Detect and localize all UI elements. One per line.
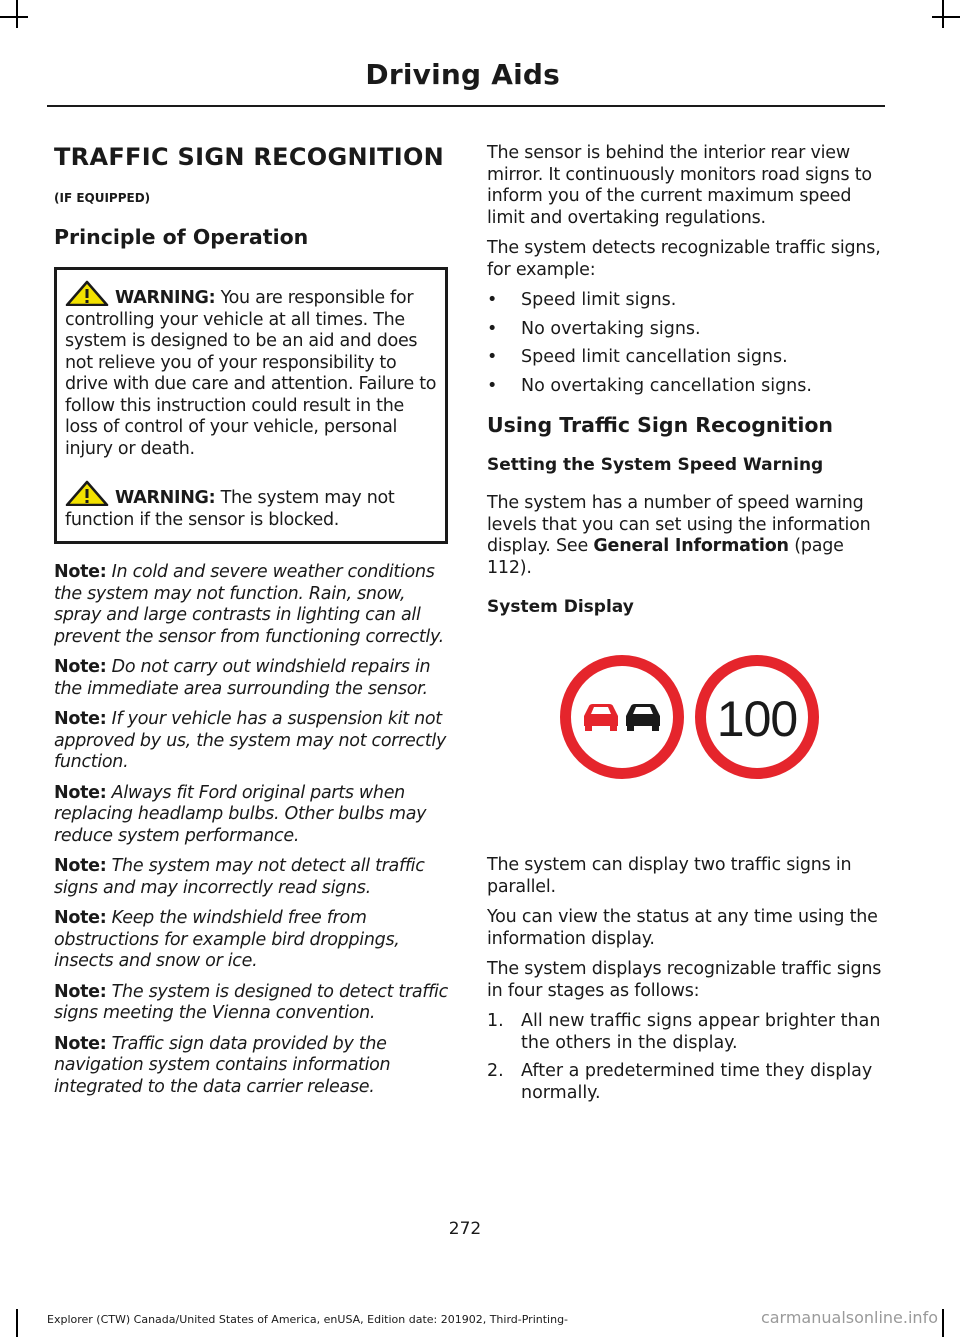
list-item: • No overtaking cancellation signs.	[487, 376, 883, 398]
list-item: • Speed limit cancellation signs.	[487, 347, 883, 369]
page-title: TRAFFIC SIGN RECOGNITION	[54, 143, 445, 171]
note-label: Note:	[54, 782, 107, 803]
setting-heading: Setting the System Speed Warning	[487, 455, 824, 475]
note-label: Note:	[54, 908, 107, 928]
step-text: After a predetermined time they display normally.	[521, 1061, 873, 1103]
footer-edition-info: Explorer (CTW) Canada/United States of America, enUSA, Edition date: 201902, Third-Printing-	[47, 1313, 569, 1326]
list-item	[487, 1011, 883, 1054]
warning-1	[65, 280, 437, 460]
note	[54, 783, 448, 848]
note-text: If your vehicle has a suspension kit not approved by us, the system may not correctly function.	[54, 709, 447, 772]
system-display-heading: System Display	[487, 597, 634, 617]
right-column	[487, 143, 883, 1113]
crop-mark	[16, 1309, 18, 1337]
note-text: The system is designed to detect traffic signs meeting the Vienna convention.	[54, 981, 448, 1023]
warning-text: The system may not function if the sensor is blocked.	[65, 488, 395, 530]
note-label: Note:	[54, 1033, 107, 1054]
crop-mark	[932, 16, 960, 18]
warning-label: WARNING:	[115, 488, 216, 508]
no-overtaking-sign-icon	[560, 655, 684, 779]
note	[54, 982, 448, 1025]
detects-paragraph: The system detects recognizable traffic signs, for example:	[487, 238, 881, 280]
speed-limit-value: 100	[716, 691, 798, 747]
step-number: 1.	[487, 1011, 504, 1031]
using-heading: Using Traffic Sign Recognition	[487, 413, 834, 437]
crop-mark	[16, 0, 18, 28]
warning-box	[54, 267, 448, 544]
warning-text: You are responsible for controlling your vehicle at all times. The system is designed to be an aid and does not relieve you of your responsibility to drive with due care and attention. Failure to follow this instruction could result in the loss of control of your vehicle, personal injury or death.	[65, 288, 437, 459]
note-text: Do not carry out windshield repairs in the immediate area surrounding the sensor.	[54, 657, 431, 699]
crop-mark	[942, 0, 944, 28]
warning-label: WARNING:	[115, 288, 216, 308]
note-label: Note:	[54, 856, 107, 876]
two-signs-paragraph: The system can display two traffic signs in parallel.	[487, 855, 852, 897]
sensor-paragraph: The sensor is behind the interior rear view mirror. It continuously monitors road signs to inform you of the current maximum speed limit and overtaking regulations.	[487, 143, 872, 228]
crop-mark	[0, 16, 28, 18]
note-label: Note:	[54, 981, 107, 1002]
note-text: Keep the windshield free from obstructions for example bird droppings, insects and snow or ice.	[54, 908, 400, 971]
no-overtaking-cars-icon	[571, 666, 673, 768]
note	[54, 562, 448, 648]
speed-limit-sign-icon	[695, 655, 819, 779]
stages-list	[487, 1011, 883, 1104]
note	[54, 657, 448, 700]
note-label: Note:	[54, 709, 107, 729]
note-text: In cold and severe weather conditions the system may not function. Rain, snow, spray and large contrasts in lighting can all prevent the sensor from functioning correctly.	[54, 562, 444, 647]
status-paragraph: You can view the status at any time using the information display.	[487, 907, 878, 949]
warning-triangle-icon	[65, 480, 109, 506]
traffic-sign-figure	[487, 635, 883, 815]
general-information-link[interactable]: General Information	[593, 536, 789, 556]
left-column	[54, 143, 448, 1107]
note	[54, 856, 448, 899]
if-equipped-label: (IF EQUIPPED)	[54, 191, 151, 205]
stages-paragraph: The system displays recognizable traffic signs in four stages as follows:	[487, 959, 882, 1001]
list-item: • Speed limit signs.	[487, 290, 883, 312]
list-item: • No overtaking signs.	[487, 319, 883, 341]
note	[54, 1034, 448, 1099]
setting-paragraph	[487, 493, 883, 579]
note-text: The system may not detect all traffic signs and may incorrectly read signs.	[54, 856, 425, 898]
warning-triangle-icon	[65, 280, 109, 306]
warning-2	[65, 480, 437, 531]
note-label: Note:	[54, 562, 107, 582]
page-reference: (page 112).	[487, 536, 844, 578]
sign-types-list	[487, 290, 883, 397]
watermark: carmanualsonline.info	[760, 1308, 938, 1327]
note-text: Always fit Ford original parts when replacing headlamp bulbs. Other bulbs may reduce system performance.	[54, 782, 427, 846]
note-label: Note:	[54, 657, 107, 677]
list-item	[487, 1061, 883, 1104]
principle-heading: Principle of Operation	[54, 225, 309, 249]
step-text: All new traffic signs appear brighter than the others in the display.	[521, 1011, 881, 1053]
crop-mark	[942, 1309, 944, 1337]
setting-text: The system has a number of speed warning levels that you can set using the information display. See	[487, 493, 871, 556]
header-divider	[47, 105, 885, 107]
page-number: 272	[448, 1219, 482, 1239]
section-title: Driving Aids	[365, 58, 560, 91]
step-number: 2.	[487, 1061, 504, 1081]
note	[54, 908, 448, 973]
note-text: Traffic sign data provided by the navigation system contains information integrated to the data carrier release.	[54, 1033, 391, 1097]
note	[54, 709, 448, 774]
